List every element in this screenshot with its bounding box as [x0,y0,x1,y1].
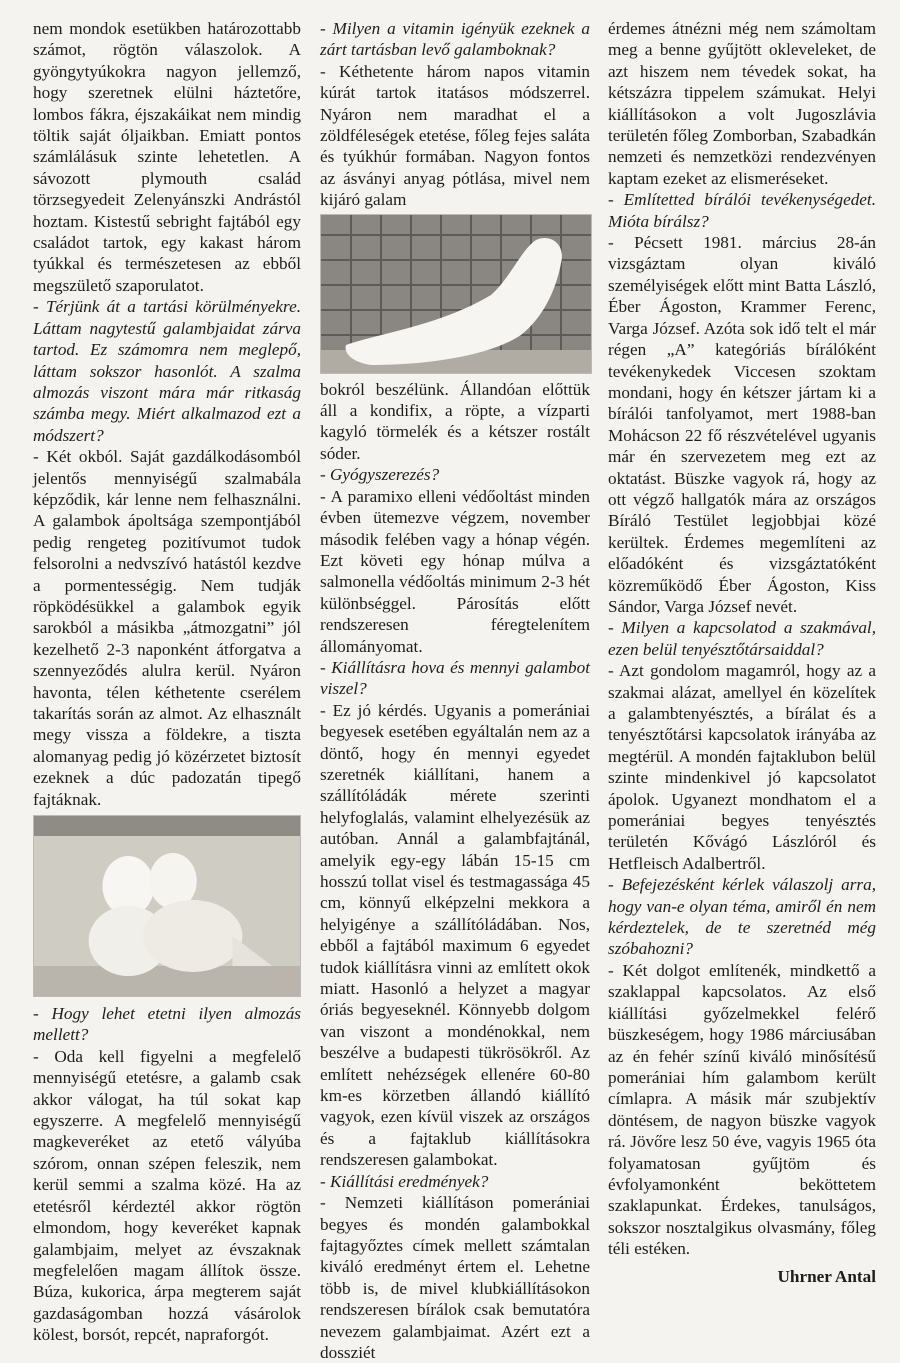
text-column-3 [608,18,876,1287]
interview-question: - Említetted bírálói tevékenységedet. Mióta bírálsz? [608,190,876,231]
pigeon-pair-photo [33,815,301,997]
interview-question: - Hogy lehet etetni ilyen almozás mellett? [33,1004,301,1045]
interview-answer: - Pécsett 1981. március 28-án vizsgáztam olyan kiváló személyiségek előtt mint Batta László, Éber Ágoston, Krammer Ferenc, Varga József. Azóta sok idő telt el már régen „A” kategóriás bírálóként tevékenykedek Viccesen szoktam mondani, hogy én kétszer jártam ki a bírálói tanfolyamot, mert 1988-ban Mohácson 22 fő részvételével ugyanis már én szervezetem meg ezt az oktatást. Büszke vagyok rá, hogy az ott végző hallgatók mára az országos Bíráló Testület legjobbjai közé kerültek. Érdemes megemlíteni az előadóként és vizsgáztatóként közreműködő Éber Ágoston, Kiss Sándor, Varga József nevét. [608,233,876,616]
interview-question: - Milyen a vitamin igényük ezeknek a zárt tartásban levő galamboknak? [320,19,590,60]
interview-question: - Kiállításra hova és mennyi galambot viszel? [320,657,590,699]
paragraph: érdemes átnézni még nem számoltam meg a benne gyűjtött okleveleket, de azt hiszem nem tévedek sokat, ha kétszázra tippelem számukat. Helyi kiállításokon a volt Jugoszlávia területén főleg Zomborban, Szabadkán nemzeti és nemzetközi rendezvényen kaptam ezeket az elismeréseket. [608,19,876,188]
interview-question: - Befejezésként kérlek válaszolj arra, hogy van-e olyan téma, amiről én nem kérdeztelek, de te szeretnéd még szóbahozni? [608,875,876,959]
interview-answer-continued: bokról beszélünk. Állandóan előttük áll a kondifix, a röpte, a vízparti kagyló törmelék és a kétszer rostált sóder. [320,379,590,463]
pomeranian-pouter-photo [320,214,592,374]
interview-answer: - Két okból. Saját gazdálkodásomból jelentős mennyiségű szalmabála képződik, kár lenne nem felhasználni. A galambok ápoltsága szempontjából pedig rengeteg pozitívumot tudok felsorolni a nedvszívó hatástól kezdve a pormentességig. Nem tudják röpködésükkel a galambok egyik sarokból a másikba „átmozgatni” jól kezelhető 2-3 naponként átforgatva a szennyeződés alulra kerül. Nyáron havonta, télen kéthetente cserélem takarítás során az almot. Az elhasznált megy vissza a földekre, a tiszta alomanyag pedig jó közérzetet biztosít ezeknek a dúc padozatán tipegő fajtáknak. [33,447,301,809]
interview-question: - Milyen a kapcsolatod a szakmával, ezen belül tenyésztőtársaiddal? [608,618,876,659]
interview-answer: - Ez jó kérdés. Ugyanis a pomerániai begyesek esetében egyáltalán nem az a döntő, hogy én mennyi egyedet szeretnék kiállítani, hanem a szállítóládák mérete szerinti helyfoglalás, valamint elhelyezésük az autóban. Annál a galambfajtánál, amelyik egy-egy lábán 15-15 cm hosszú tollat visel és testmagassága 45 cm, könnyű elképzelni mekkora a helyigénye a szállítóládában. Nos, ebből a fajtából maximum 6 egyedet tudok kiállításra vinni az említett okok miatt. Hasonló a helyzet a magyar óriás begyeseknél. Könnyebb dolgom van viszont a mondénokkal, nem beszélve a budapesti tükrösökről. Az említett nehézségek ellenére 60-80 km-es körzetben állandó kiállító vagyok, ezen kívül viszek az országos és a fajtaklub kiállításokra rendszeresen galambokat. [320,700,590,1170]
interview-answer: - Kéthetente három napos vitamin kúrát tartok itatásos módszerrel. Nyáron nem maradhat el a zöldféleségek etetése, főleg fejes saláta és tyúkhúr formában. Nagyon fontos az ásványi anyag pótlása, mivel nem kijáró galam [320,61,590,210]
paragraph: nem mondok esetükben határozottabb számot, rögtön válaszolok. A gyöngytyúkokra nagyon jellemző, hogy szeretnek elülni háztetőre, lombos fákra, éjszakáikat nem mindig töltik saját óljaikban. Emiatt pontos számlálásuk szinte lehetetlen. A sávozott plymouth család törzsegyedeit Zelenyánszki Andrástól hoztam. Kistestű sebright fajtából egy családot tartok, egy kakast három tyúkkal és természetesen az ebből megszülető szaporulatot. [33,19,301,295]
interview-answer: - Nemzeti kiállításon pomerániai begyes és mondén galambokkal fajtagyőztes címek mellett számtalan kiváló eredményt értem el. Lehetne több is, de mivel klubkiállításokon rendszeresen bírálok csak bemutatóra nevezem galambjaimat. Azért ezt a dossziét [320,1193,590,1362]
interview-question: - Kiállítási eredmények? [320,1171,489,1191]
interview-question: - Gyógyszerezés? [320,465,440,485]
text-column-1 [33,18,301,1346]
author-signature: Uhrner Antal [777,1266,876,1286]
interview-answer: - Azt gondolom magamról, hogy az a szakmai alázat, amellyel én közelítek a galambtenyésztés, a bírálat és a tenyésztőtársi kapcsolatok irányába az megtérül. A mondén fajtaklubon belül szinte mindenkivel jó kapcsolatot ápolok. Ugyanezt mondhatom el a pomerániai begyes tenyésztés területén Kővágó Lászlóról és Hetfleisch Adalbertről. [608,661,876,873]
interview-answer: - Oda kell figyelni a megfelelő mennyiségű etetésre, a galamb csak akkor válogat, ha túl sokat kap egyszerre. A megfelelő mennyiségű magkeveréket az etető vályúba szórom, onnan szépen feleszik, nem kerül semmi a szalma közé. Ha az etetésről kérdeztél akkor rögtön elmondom, hogy keveréket kapnak galambjaim, melyet az évszaknak megfelelően magam állítok össze. Búza, kukorica, árpa megterem saját gazdaságomban hozzá vásárolok kölest, borsót, repcét, napraforgót. [33,1046,301,1345]
interview-question: - Térjünk át a tartási körülményekre. Láttam nagytestű galambjaidat zárva tartod. Ez számomra nem meglepő, láttam sokszor hasonlót. A szalma almozás viszont mára már ritkaság számba megy. Miért alkalmazod ezt a módszert? [33,297,301,445]
interview-answer: - Két dolgot említenék, mindkettő a szaklappal kapcsolatos. Az első kiállítási győzelmekkel felérő büszkeségem, hogy 1986 márciusában az én fehér színű kiváló minősítésű pomerániai hím galambom került címlapra. A másik már szubjektív döntésem, de nagyon büszke vagyok rá. Jövőre lesz 50 éve, vagyis 1965 óta folyamatosan gyűjtöm és évfolyamonként beköttetem szaklapunkat. Érdekes, tanulságos, sokszor nosztalgikus olvasmány, főleg téli estéken. [608,960,876,1259]
interview-answer: - A paramixo elleni védőoltást minden évben ütemezve végzem, november második felében vagy a hónap végén. Ezt követi egy hónap múlva a salmonella védőoltás minimum 2-3 hét különbséggel. Párosítás előtt rendszeresen féregtelenítem állományomat. [320,486,590,656]
